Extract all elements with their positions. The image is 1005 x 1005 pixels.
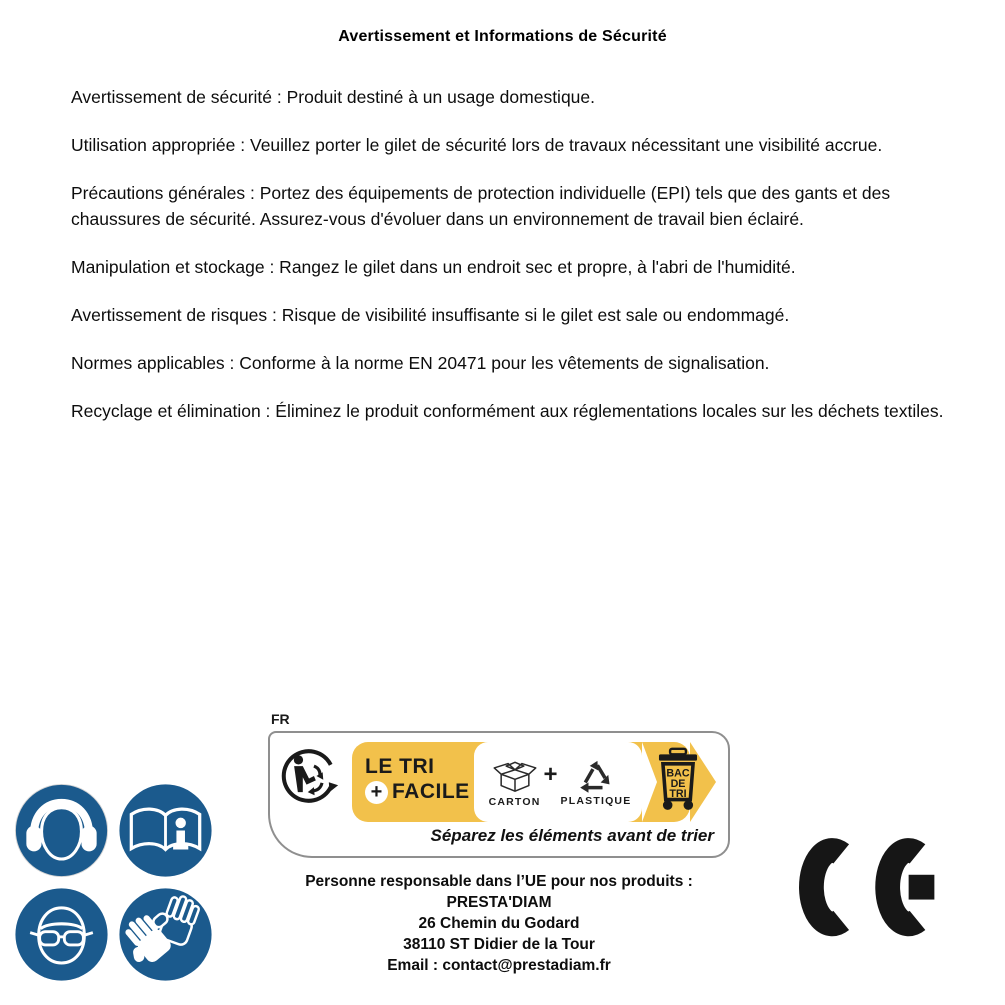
triman-icon	[278, 741, 340, 811]
tri-headline-line2: + FACILE	[365, 780, 470, 804]
safety-paragraph-2: Utilisation appropriée : Veuillez porter le gilet de sécurité lors de travaux nécessitant une visibilité accrue.	[71, 135, 883, 155]
safety-paragraph-5: Avertissement de risques : Risque de visibilité insuffisante si le gilet est sale ou endommagé.	[71, 305, 790, 325]
document-body	[71, 84, 957, 446]
protective-gloves-icon	[118, 887, 213, 982]
material-plastique	[561, 757, 632, 807]
svg-text:DE: DE	[670, 777, 686, 790]
recycling-loop-icon	[575, 757, 616, 794]
material-plastique-label: PLASTIQUE	[560, 795, 632, 807]
responsible-person-block	[268, 871, 730, 976]
plus-circle-icon: +	[365, 781, 388, 804]
tri-banner	[352, 742, 690, 822]
sorting-instruction: Séparez les éléments avant de trier	[430, 826, 714, 845]
eye-protection-icon	[14, 887, 109, 982]
contact-line-city: 38110 ST Didier de la Tour	[403, 936, 595, 953]
tri-headline	[365, 755, 470, 804]
svg-text:TRI: TRI	[669, 788, 687, 801]
sorting-bin-icon	[655, 747, 701, 814]
tri-headline-line1: LE TRI	[365, 755, 435, 778]
safety-paragraph-7: Recyclage et élimination : Éliminez le produit conformément aux réglementations locales sur les déchets textiles.	[71, 401, 944, 421]
plus-separator: +	[543, 761, 558, 788]
safety-paragraph-4: Manipulation et stockage : Rangez le gilet dans un endroit sec et propre, à l'abri de l'humidité.	[71, 257, 796, 277]
material-carton-label: CARTON	[488, 796, 541, 808]
ear-protection-icon	[14, 783, 109, 878]
tri-facile-label	[268, 731, 730, 858]
material-carton	[489, 756, 541, 808]
contact-line-email: Email : contact@prestadiam.fr	[387, 957, 611, 974]
mandatory-pictograms	[14, 783, 213, 982]
safety-paragraph-3: Précautions générales : Portez des équipements de protection individuelle (EPI) tels que des gants et des chaussures de sécurité. Assurez-vous d'évoluer dans un environnement de travail bien éclairé.	[71, 183, 891, 229]
fr-region-label: FR	[271, 711, 290, 727]
safety-paragraph-6: Normes applicables : Conforme à la norme EN 20471 pour les vêtements de signalisation.	[71, 353, 770, 373]
svg-text:BAC: BAC	[666, 767, 690, 780]
contact-line-street: 26 Chemin du Godard	[418, 915, 580, 932]
safety-paragraph-1: Avertissement de sécurité : Produit destiné à un usage domestique.	[71, 87, 596, 107]
materials-panel	[474, 742, 642, 822]
contact-line-company: PRESTA'DIAM	[446, 894, 552, 911]
ce-mark-icon	[799, 838, 942, 943]
contact-line-intro: Personne responsable dans l’UE pour nos produits :	[305, 873, 693, 890]
read-manual-icon	[118, 783, 213, 878]
page-title: Avertissement et Informations de Sécurité	[338, 28, 667, 45]
carton-box-icon	[491, 756, 539, 795]
